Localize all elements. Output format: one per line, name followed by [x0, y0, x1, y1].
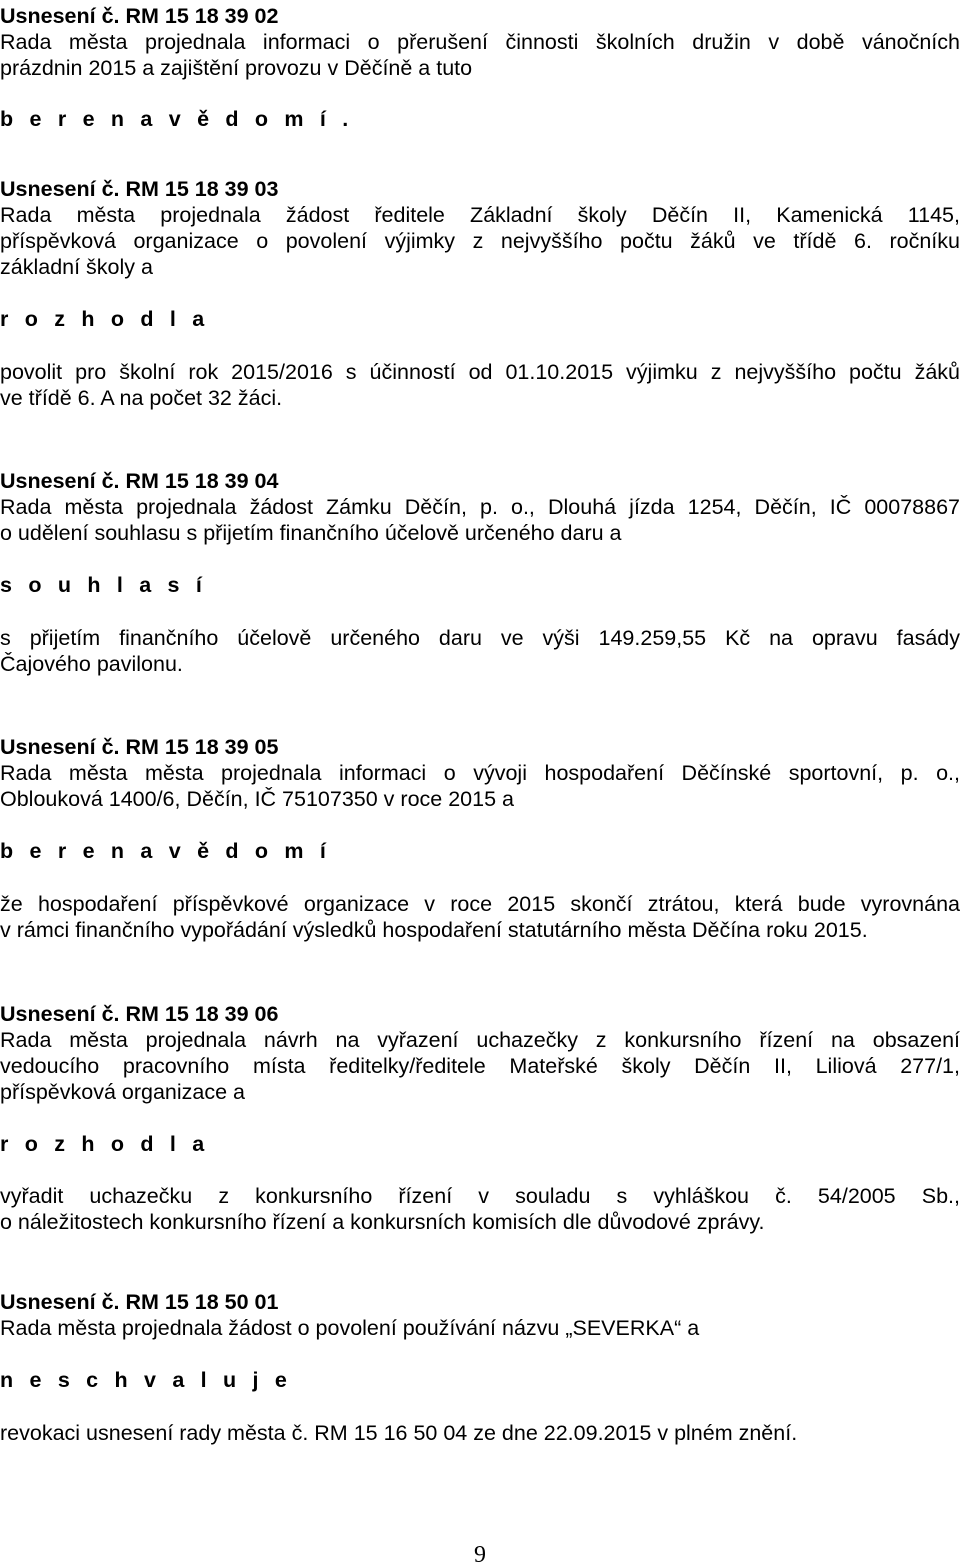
resolution-detail-line: vyřadit uchazečku z konkursního řízení v souladu s vyhláškou č. 54/2005 Sb., — [0, 1184, 960, 1208]
resolution-detail-line: že hospodaření příspěvkové organizace v roce 2015 skončí ztrátou, která bude vyrovnána — [0, 892, 960, 916]
resolution-text-line: Oblouková 1400/6, Děčín, IČ 75107350 v roce 2015 a — [0, 787, 514, 811]
resolution-text-line: příspěvková organizace a — [0, 1080, 246, 1104]
resolution-text-line: prázdnin 2015 a zajištění provozu v Děčíně a tuto — [0, 56, 473, 80]
resolution-verdict: s o u h l a s í — [0, 573, 208, 597]
resolution-detail-line: revokaci usnesení rady města č. RM 15 16 50 04 ze dne 22.09.2015 v plném znění. — [0, 1421, 798, 1445]
resolution-text-line: vedoucího pracovního místa ředitelky/ředitele Mateřské školy Děčín II, Liliová 277/1, — [0, 1054, 960, 1078]
resolution-text-line: Rada města města projednala informaci o vývoji hospodaření Děčínské sportovní, p. o., — [0, 761, 960, 785]
resolution-heading: Usnesení č. RM 15 18 39 02 — [0, 4, 279, 28]
resolution-text-line: Rada města projednala žádost ředitele Základní školy Děčín II, Kamenická 1145, — [0, 203, 960, 227]
resolution-heading: Usnesení č. RM 15 18 39 05 — [0, 735, 279, 759]
resolution-text-line: Rada města projednala žádost o povolení používání názvu „SEVERKA“ a — [0, 1316, 700, 1340]
resolution-text-line: základní školy a — [0, 255, 153, 279]
resolution-heading: Usnesení č. RM 15 18 39 06 — [0, 1002, 279, 1026]
resolution-detail-line: v rámci finančního vypořádání výsledků hospodaření statutárního města Děčína roku 2015. — [0, 918, 868, 942]
resolution-text-line: o udělení souhlasu s přijetím finančního účelově určeného daru a — [0, 521, 622, 545]
resolution-text-line: Rada města projednala informaci o přerušení činnosti školních družin v době vánočních — [0, 30, 960, 54]
resolution-verdict: r o z h o d l a — [0, 307, 210, 331]
resolution-detail-line: ve třídě 6. A na počet 32 žáci. — [0, 386, 283, 410]
resolution-verdict: b e r e n a v ě d o m í . — [0, 107, 354, 131]
resolution-verdict: b e r e n a v ě d o m í — [0, 839, 332, 863]
resolution-text-line: Rada města projednala žádost Zámku Děčín, p. o., Dlouhá jízda 1254, Děčín, IČ 00078867 — [0, 495, 960, 519]
resolution-verdict: r o z h o d l a — [0, 1132, 210, 1156]
resolution-heading: Usnesení č. RM 15 18 50 01 — [0, 1290, 279, 1314]
resolution-heading: Usnesení č. RM 15 18 39 04 — [0, 469, 279, 493]
resolution-text-line: příspěvková organizace o povolení výjimky z nejvyššího počtu žáků ve třídě 6. ročníku — [0, 229, 960, 253]
resolution-verdict: n e s c h v a l u j e — [0, 1368, 293, 1392]
resolution-detail-line: s přijetím finančního účelově určeného daru ve výši 149.259,55 Kč na opravu fasády — [0, 626, 960, 650]
page-number: 9 — [474, 1542, 486, 1568]
resolution-detail-line: o náležitostech konkursního řízení a konkursních komisích dle důvodové zprávy. — [0, 1210, 765, 1234]
resolution-text-line: Rada města projednala návrh na vyřazení uchazečky z konkursního řízení na obsazení — [0, 1028, 960, 1052]
resolution-detail-line: povolit pro školní rok 2015/2016 s účinností od 01.10.2015 výjimku z nejvyššího počtu žáků — [0, 360, 960, 384]
resolution-detail-line: Čajového pavilonu. — [0, 652, 183, 676]
resolution-heading: Usnesení č. RM 15 18 39 03 — [0, 177, 279, 201]
